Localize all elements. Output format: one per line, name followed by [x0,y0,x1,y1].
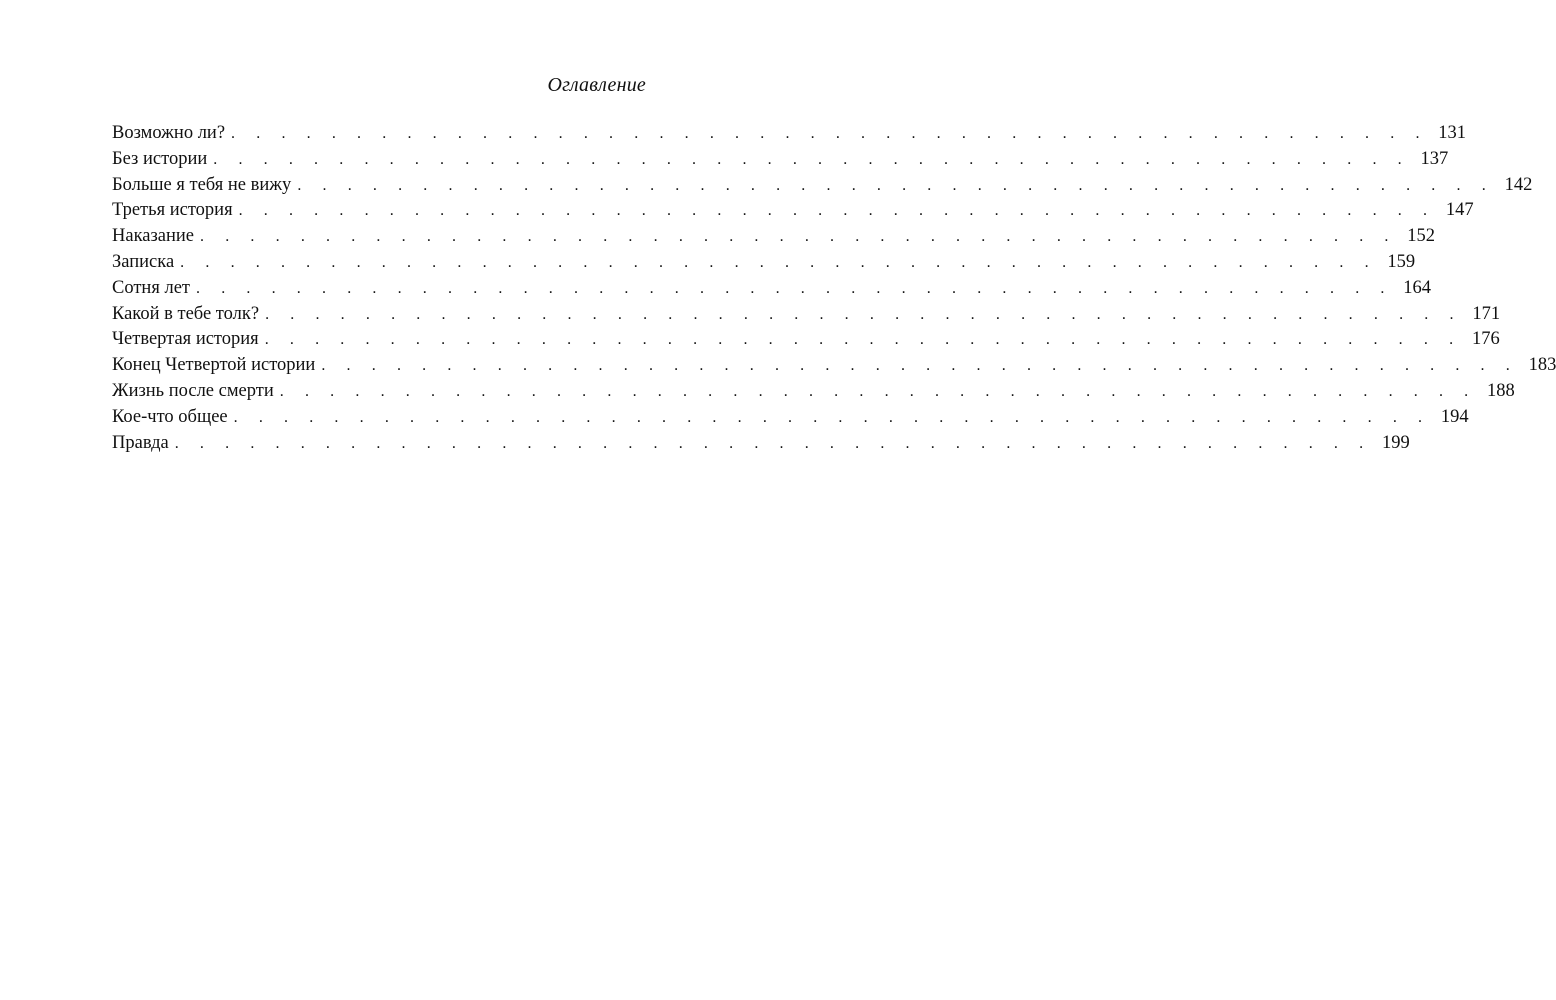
dot-leader: . . . . . . . . . . . . . . . . . . . . . . . . . . . . . . . . . . . . . . . . . . . . . . . . [200,228,1398,246]
toc-entry-title: Правда [112,432,169,453]
toc-entry [112,302,1501,328]
dot-leader: . . . . . . . . . . . . . . . . . . . . . . . . . . . . . . . . . . . . . . . . . . . . . . . . [196,279,1393,297]
toc-entry [112,121,1467,147]
toc-entry [112,405,1469,431]
toc-entry-page: 152 [1407,226,1436,247]
toc-entry [112,198,1474,224]
toc-entry [112,173,1533,199]
toc-entry [112,431,1410,457]
table-of-contents [112,121,1556,456]
toc-entry [112,276,1431,302]
toc-entry [112,327,1500,353]
dot-leader: . . . . . . . . . . . . . . . . . . . . . . . . . . . . . . . . . . . . . . . . . . . . . . . . [213,150,1411,168]
toc-entry-page: 183 [1528,355,1556,376]
toc-entry-page: 176 [1471,329,1500,350]
dot-leader: . . . . . . . . . . . . . . . . . . . . . . . . . . . . . . . . . . . . . . . . . . . . . . . . [321,357,1519,375]
toc-entry-page: 142 [1504,174,1533,195]
toc-entry-title: Конец Четвертой истории [112,355,316,376]
dot-leader: . . . . . . . . . . . . . . . . . . . . . . . . . . . . . . . . . . . . . . . . . . . . . . . . [264,331,1462,349]
toc-entry [112,379,1515,405]
toc-entry [112,224,1436,250]
toc-entry-page: 131 [1438,123,1467,143]
toc-entry-title: Жизнь после смерти [112,380,274,401]
toc-entry-page: 171 [1472,303,1501,324]
toc-entry [112,250,1416,276]
toc-entry [112,147,1449,173]
dot-leader: . . . . . . . . . . . . . . . . . . . . . . . . . . . . . . . . . . . . . . . . . . . . . . . . [279,382,1477,400]
toc-entry-title: Без истории [112,148,208,169]
dot-leader: . . . . . . . . . . . . . . . . . . . . . . . . . . . . . . . . . . . . . . . . . . . . . . . . [180,253,1378,271]
dot-leader: . . . . . . . . . . . . . . . . . . . . . . . . . . . . . . . . . . . . . . . . . . . . . . . . [174,434,1372,452]
toc-entry-title: Кое-что общее [112,406,228,427]
toc-entry-page: 194 [1440,406,1469,427]
toc-entry [112,353,1556,379]
toc-entry-title: Какой в тебе толк? [112,303,260,324]
toc-entry-title: Больше я тебя не вижу [112,174,292,195]
dot-leader: . . . . . . . . . . . . . . . . . . . . . . . . . . . . . . . . . . . . . . . . . . . . . . . . [238,202,1436,220]
dot-leader: . . . . . . . . . . . . . . . . . . . . . . . . . . . . . . . . . . . . . . . . . . . . . . . . [265,305,1463,323]
toc-entry-page: 164 [1403,277,1431,298]
toc-entry-page: 199 [1381,432,1410,453]
dot-leader: . . . . . . . . . . . . . . . . . . . . . . . . . . . . . . . . . . . . . . . . . . . . . . . . [231,125,1429,142]
toc-entry-page: 188 [1487,380,1515,401]
dot-leader: . . . . . . . . . . . . . . . . . . . . . . . . . . . . . . . . . . . . . . . . . . . . . . . . [233,408,1431,426]
toc-entry-title: Наказание [112,226,195,247]
toc-entry-title: Сотня лет [112,277,190,298]
dot-leader: . . . . . . . . . . . . . . . . . . . . . . . . . . . . . . . . . . . . . . . . . . . . . . . . [297,176,1495,194]
toc-entry-title: Третья история [112,200,233,221]
toc-entry-page: 137 [1420,148,1449,169]
running-head: Оглавление [547,74,646,96]
toc-entry-title: Возможно ли? [112,123,226,143]
toc-entry-page: 147 [1445,200,1474,221]
toc-entry-title: Записка [112,251,175,272]
toc-entry-title: Четвертая история [112,329,259,350]
toc-entry-page: 159 [1387,251,1416,272]
